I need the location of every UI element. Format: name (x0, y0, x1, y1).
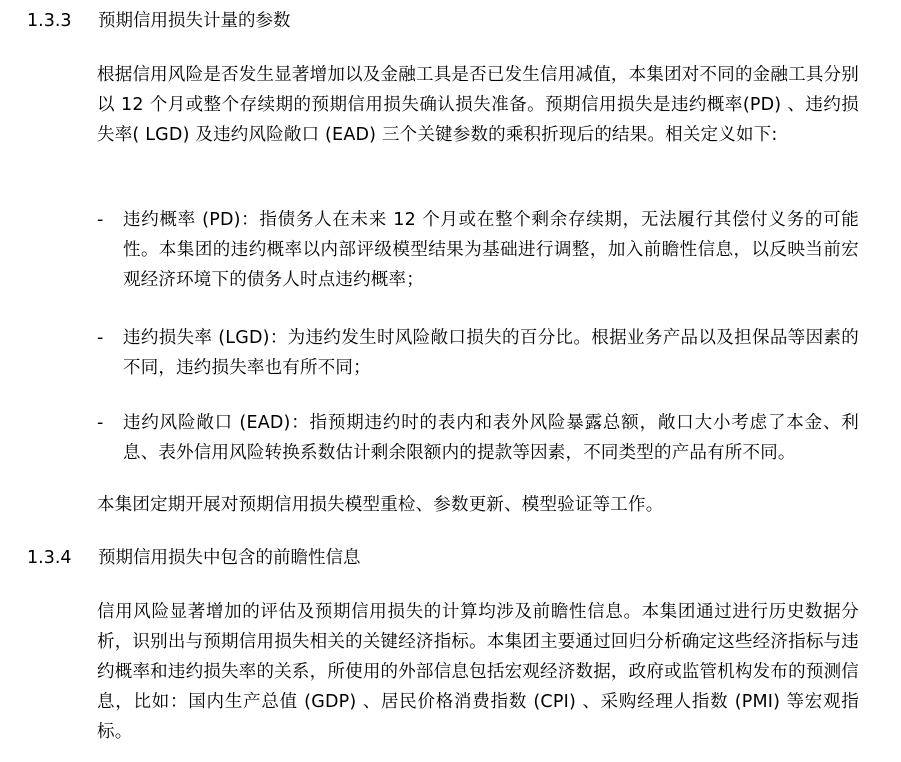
bullet-item-lgd (97, 323, 859, 383)
bullet-dash: - (97, 413, 104, 433)
forward-looking-paragraph: 信用风险显著增加的评估及预期信用损失的计算均涉及前瞻性信息。本集团通过进行历史数据分析，识别出与预期信用损失相关的关键经济指标。本集团主要通过回归分析确定这些经济指标与违约概率和违约损失率的关系，所使用的外部信息包括宏观经济数据，政府或监管机构发布的预测信息，比如：国内生产总值 (GDP) 、居民价格消费指数 (CPI) 、采购经理人指数 (PMI) 等宏观指标。 (97, 602, 859, 742)
bullet-text: 违约损失率 (LGD)：为违约发生时风险敞口损失的百分比。根据业务产品以及担保品等因素的不同，违约损失率也有所不同； (123, 328, 859, 378)
bullet-text: 违约风险敞口 (EAD)：指预期违约时的表内和表外风险暴露总额，敞口大小考虑了本金、利息、表外信用风险转换系数估计剩余限额内的提款等因素，不同类型的产品有所不同。 (123, 413, 859, 463)
section-title: 预期信用损失中包含的前瞻性信息 (98, 548, 361, 568)
section-heading-1-3-4 (27, 545, 361, 571)
section-heading-1-3-3 (27, 8, 291, 34)
closing-paragraph: 本集团定期开展对预期信用损失模型重检、参数更新、模型验证等工作。 (97, 495, 664, 515)
section-number: 1.3.3 (27, 11, 72, 31)
bullet-text: 违约概率 (PD)：指债务人在未来 12 个月或在整个剩余存续期，无法履行其偿付义务的可能性。本集团的违约概率以内部评级模型结果为基础进行调整，加入前瞻性信息，以反映当前宏观经济环境下的债务人时点违约概率； (123, 210, 859, 290)
intro-paragraph: 根据信用风险是否发生显著增加以及金融工具是否已发生信用减值，本集团对不同的金融工具分别以 12 个月或整个存续期的预期信用损失确认损失准备。预期信用损失是违约概率(PD) 、违约损失率( LGD) 及违约风险敞口 (EAD) 三个关键参数的乘积折现后的结果。相关定义如下: (97, 65, 859, 145)
section-number: 1.3.4 (27, 548, 72, 568)
bullet-dash: - (97, 328, 104, 348)
bullet-dash: - (97, 210, 104, 230)
bullet-item-ead (97, 408, 859, 468)
section-title: 预期信用损失计量的参数 (98, 11, 291, 31)
bullet-item-pd (97, 205, 859, 295)
